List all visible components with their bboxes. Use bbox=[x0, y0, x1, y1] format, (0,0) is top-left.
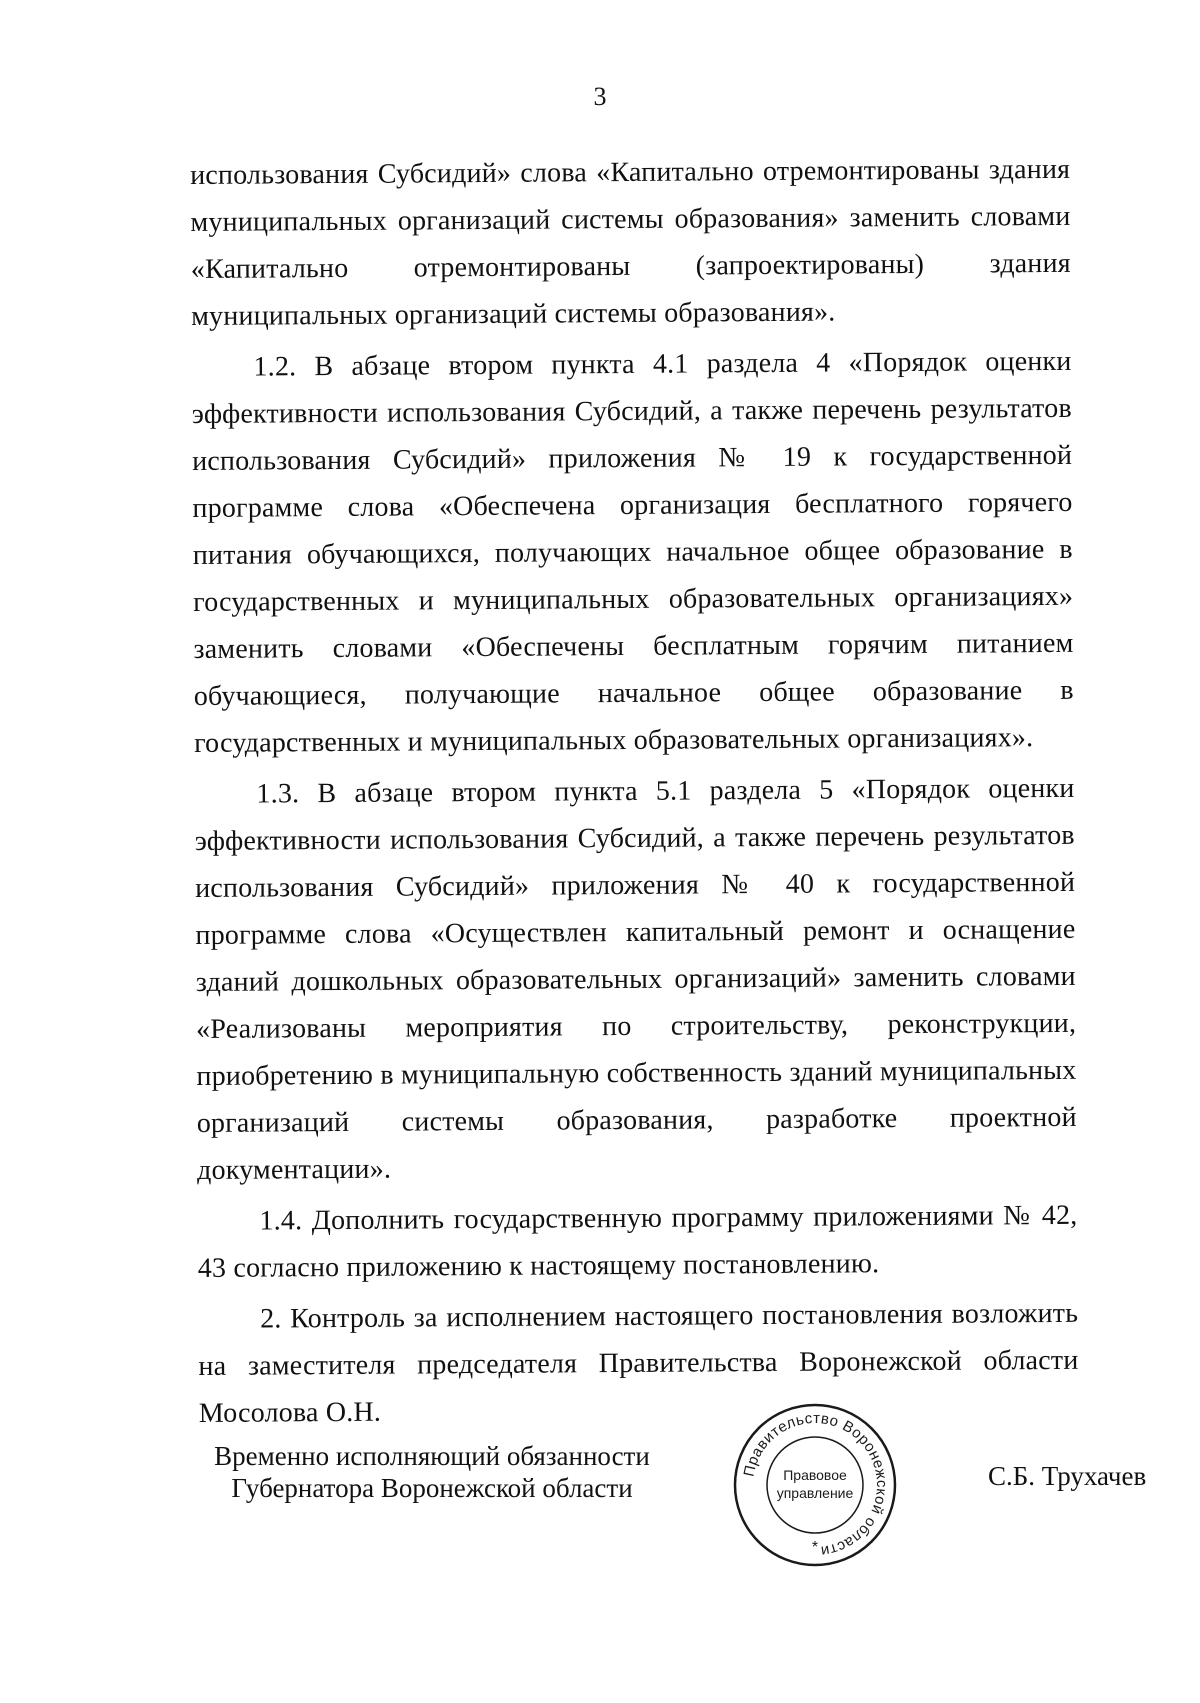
paragraph-1-4: 1.4. Дополнить государственную программу приложениями № 42, 43 согласно приложению к настоящему постановлению. bbox=[197, 1199, 1078, 1284]
official-stamp bbox=[730, 1400, 900, 1570]
signatory-position-line-1: Временно исполняющий обязанности bbox=[214, 1441, 650, 1471]
paragraph-1-2: 1.2. В абзаце втором пункта 4.1 раздела 4 «Порядок оценки эффективности использования Субсидий, а также перечень результатов использования Субсидий» приложения № 19 к государственной программе слова «Обеспечена организация бесплатного горячего питания обучающихся, получающих начальное общее образование в государственных и муниципальных образовательных организациях» заменить словами «Обеспечены бесплатным горячим питанием обучающиеся, получающие начальное общее образование в государственных и муниципальных образовательных организациях». bbox=[191, 345, 1074, 759]
document-body bbox=[190, 146, 1079, 1441]
stamp-center-line-1: Правовое bbox=[783, 1467, 847, 1483]
signatory-position-line-2: Губернатора Воронежской области bbox=[231, 1473, 633, 1503]
stamp-star: * bbox=[811, 1539, 819, 1556]
stamp-ring-text: Правительство Воронежской области bbox=[740, 1409, 891, 1560]
stamp-graphic bbox=[730, 1400, 900, 1570]
stamp-center-line-2: управление bbox=[776, 1485, 854, 1501]
signatory-position bbox=[202, 1440, 662, 1504]
signature-block bbox=[0, 1400, 1200, 1620]
signatory-name: С.Б. Трухачев bbox=[988, 1461, 1147, 1491]
paragraph-continuation: использования Субсидий» слова «Капитально отремонтированы здания муниципальных организаций системы образования» заменить словами «Капитально отремонтированы (запроектированы) здания муниципальных организаций системы образования». bbox=[190, 153, 1071, 332]
paragraph-1-3: 1.3. В абзаце втором пункта 5.1 раздела 5 «Порядок оценки эффективности использования Субсидий, а также перечень результатов использования Субсидий» приложения № 40 к государственной программе слова «Осуществлен капитальный ремонт и оснащение зданий дошкольных образовательных организаций» заменить словами «Реализованы мероприятия по строительству, реконструкции, приобретению в муниципальную собственность зданий муниципальных организаций системы образования, разработке проектной документации». bbox=[194, 772, 1077, 1186]
page-number: 3 bbox=[593, 82, 607, 111]
paragraph-2: 2. Контроль за исполнением настоящего постановления возложить на заместителя председателя Правительства Воронежской области Мосолова О.Н. bbox=[198, 1297, 1079, 1429]
